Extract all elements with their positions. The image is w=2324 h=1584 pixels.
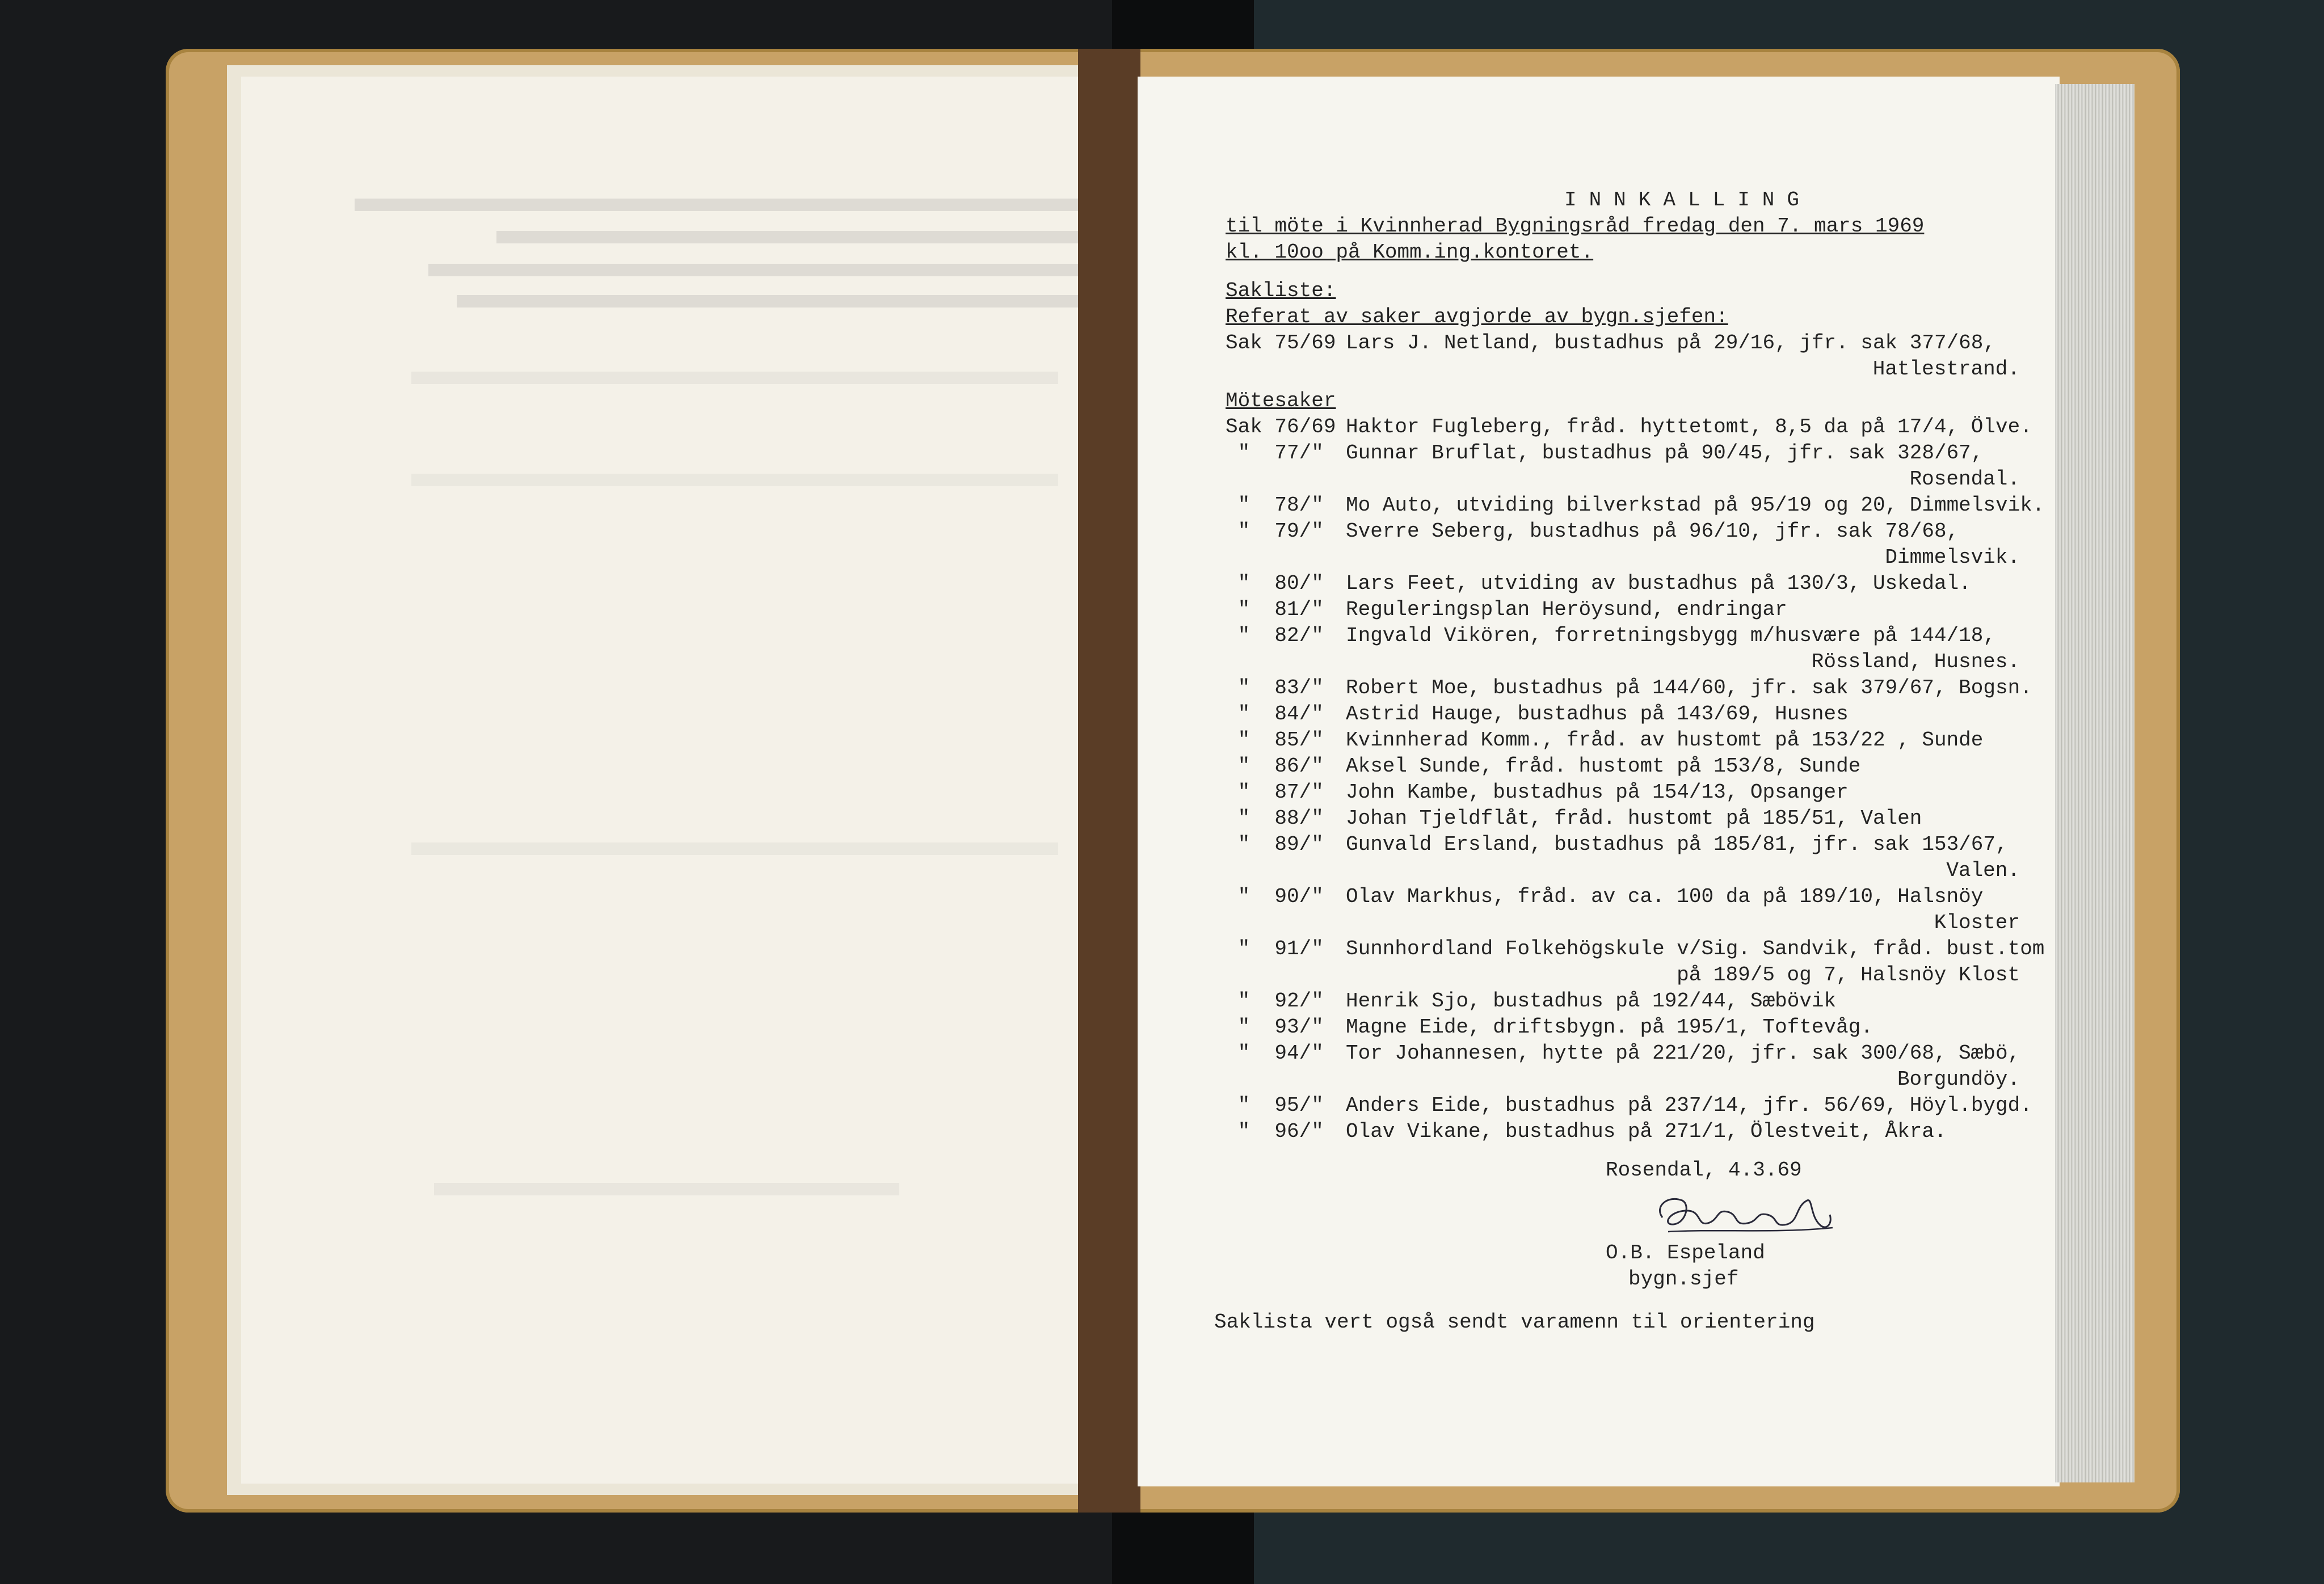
case-item [1226, 884, 2054, 936]
case-text: Lars Feet, utviding av bustadhus på 130/3, Uskedal. [1346, 572, 1971, 595]
case-text: Henrik Sjo, bustadhus på 192/44, Sæbövik [1346, 989, 1837, 1013]
case-number: " 77/" [1226, 441, 1324, 465]
case-item [1226, 330, 2054, 382]
case-text-continuation: Rosendal. [1909, 467, 2020, 491]
book-spine [1078, 49, 1140, 1513]
bleed-through-line [496, 231, 1092, 243]
case-text: Aksel Sunde, fråd. hustomt på 153/8, Sunde [1346, 755, 1861, 778]
case-number: " 87/" [1226, 781, 1324, 804]
case-text: Mo Auto, utviding bilverkstad på 95/19 og 20, Dimmelsvik. [1346, 494, 2045, 517]
case-item [1226, 492, 2054, 519]
case-item [1226, 936, 2054, 988]
case-text: Johan Tjeldflåt, fråd. hustomt på 185/51, Valen [1346, 807, 1922, 830]
case-text: Sverre Seberg, bustadhus på 96/10, jfr. sak 78/68, [1346, 520, 1959, 543]
signer-name: O.B. Espeland [1606, 1241, 1765, 1265]
bleed-through-line [428, 264, 1092, 276]
case-number: " 79/" [1226, 520, 1324, 543]
case-item [1226, 519, 2054, 571]
case-number: " 94/" [1226, 1042, 1324, 1065]
place-date: Rosendal, 4.3.69 [1606, 1158, 1802, 1182]
saklist-label: Sakliste: [1226, 279, 1336, 302]
case-item [1226, 1014, 2054, 1040]
case-number: " 85/" [1226, 728, 1324, 752]
case-text: Haktor Fugleberg, fråd. hyttetomt, 8,5 da på 17/4, Ölve. [1346, 415, 2032, 439]
case-text-continuation: på 189/5 og 7, Halsnöy Klost [1677, 963, 2020, 987]
case-text: Astrid Hauge, bustadhus på 143/69, Husnes [1346, 702, 1849, 726]
case-item [1226, 1093, 2054, 1119]
case-text-continuation: Kloster [1934, 911, 2020, 934]
case-text: Reguleringsplan Heröysund, endringar [1346, 598, 1787, 621]
case-text: Ingvald Vikören, forretningsbygg m/husvære på 144/18, [1346, 624, 1995, 647]
case-text: Tor Johannesen, hytte på 221/20, jfr. sak 300/68, Sæbö, [1346, 1042, 2020, 1065]
case-item [1226, 571, 2054, 597]
case-text: Kvinnherad Komm., fråd. av hustomt på 153/22 , Sunde [1346, 728, 1984, 752]
case-number: " 96/" [1226, 1120, 1324, 1143]
case-item [1226, 806, 2054, 832]
case-text-continuation: Hatlestrand. [1872, 357, 2020, 381]
case-number: " 91/" [1226, 937, 1324, 960]
signer-title: bygn.sjef [1628, 1267, 1739, 1291]
case-text: John Kambe, bustadhus på 154/13, Opsanger [1346, 781, 1849, 804]
case-list [1226, 414, 2054, 1145]
case-item [1226, 832, 2054, 884]
page-block-edge [2055, 84, 2134, 1482]
case-item [1226, 414, 2054, 440]
case-text-continuation: Borgundöy. [1897, 1068, 2020, 1091]
bleed-through-line [355, 199, 1104, 211]
case-text: Olav Vikane, bustadhus på 271/1, Ölestveit, Åkra. [1346, 1120, 1947, 1143]
footer-note: Saklista vert også sendt varamenn til orientering [1214, 1311, 1815, 1334]
case-number: " 82/" [1226, 624, 1324, 647]
case-number: " 92/" [1226, 989, 1324, 1013]
case-item [1226, 988, 2054, 1014]
bleed-through-line [411, 842, 1058, 855]
case-item [1226, 727, 2054, 753]
case-number: " 88/" [1226, 807, 1324, 830]
case-text-continuation: Valen. [1946, 859, 2020, 882]
case-item [1226, 753, 2054, 780]
case-number: " 86/" [1226, 755, 1324, 778]
case-item [1226, 701, 2054, 727]
case-number: " 89/" [1226, 833, 1324, 856]
case-text: Lars J. Netland, bustadhus på 29/16, jfr. sak 377/68, [1346, 331, 1995, 355]
case-text: Magne Eide, driftsbygn. på 195/1, Toftevåg. [1346, 1016, 1873, 1039]
referat-label: Referat av saker avgjorde av bygn.sjefen: [1226, 305, 1728, 328]
case-text-continuation: Rössland, Husnes. [1811, 650, 2020, 673]
motesaker-label: Mötesaker [1226, 389, 1336, 412]
document-body [1214, 187, 2054, 1336]
case-item [1226, 1040, 2054, 1093]
case-number: " 95/" [1226, 1094, 1324, 1117]
header-line-1: til möte i Kvinnherad Bygningsråd fredag den 7. mars 1969 [1226, 214, 1925, 238]
case-item [1226, 1119, 2054, 1145]
case-number: " 80/" [1226, 572, 1324, 595]
case-number: Sak 75/69 [1226, 331, 1336, 355]
case-text: Olav Markhus, fråd. av ca. 100 da på 189/10, Halsnöy [1346, 885, 1984, 908]
bleed-through-line [457, 295, 1092, 307]
case-number: " 90/" [1226, 885, 1324, 908]
bleed-through-line [411, 474, 1058, 486]
case-number: Sak 76/69 [1226, 415, 1336, 439]
case-number: " 81/" [1226, 598, 1324, 621]
case-text: Gunnar Bruflat, bustadhus på 90/45, jfr. sak 328/67, [1346, 441, 1984, 465]
case-item [1226, 675, 2054, 701]
left-page [241, 77, 1129, 1484]
case-text-continuation: Dimmelsvik. [1885, 546, 2020, 569]
referat-list [1226, 330, 2054, 382]
bleed-through-line [434, 1183, 899, 1195]
case-text: Anders Eide, bustadhus på 237/14, jfr. 56/69, Höyl.bygd. [1346, 1094, 2032, 1117]
case-item [1226, 597, 2054, 623]
case-number: " 84/" [1226, 702, 1324, 726]
signature-block [1606, 1157, 2054, 1292]
document-title: INNKALLING [1564, 188, 1812, 212]
case-number: " 93/" [1226, 1016, 1324, 1039]
case-text: Robert Moe, bustadhus på 144/60, jfr. sak 379/67, Bogsn. [1346, 676, 2032, 700]
case-item [1226, 440, 2054, 492]
case-text: Gunvald Ersland, bustadhus på 185/81, jfr. sak 153/67, [1346, 833, 2008, 856]
header-line-2: kl. 10oo på Komm.ing.kontoret. [1226, 241, 1594, 264]
case-number: " 78/" [1226, 494, 1324, 517]
case-text: Sunnhordland Folkehögskule v/Sig. Sandvik, fråd. bust.tom [1346, 937, 2045, 960]
bleed-through-line [411, 372, 1058, 384]
case-number: " 83/" [1226, 676, 1324, 700]
case-item [1226, 623, 2054, 675]
case-item [1226, 780, 2054, 806]
handwritten-signature [1651, 1183, 1844, 1240]
